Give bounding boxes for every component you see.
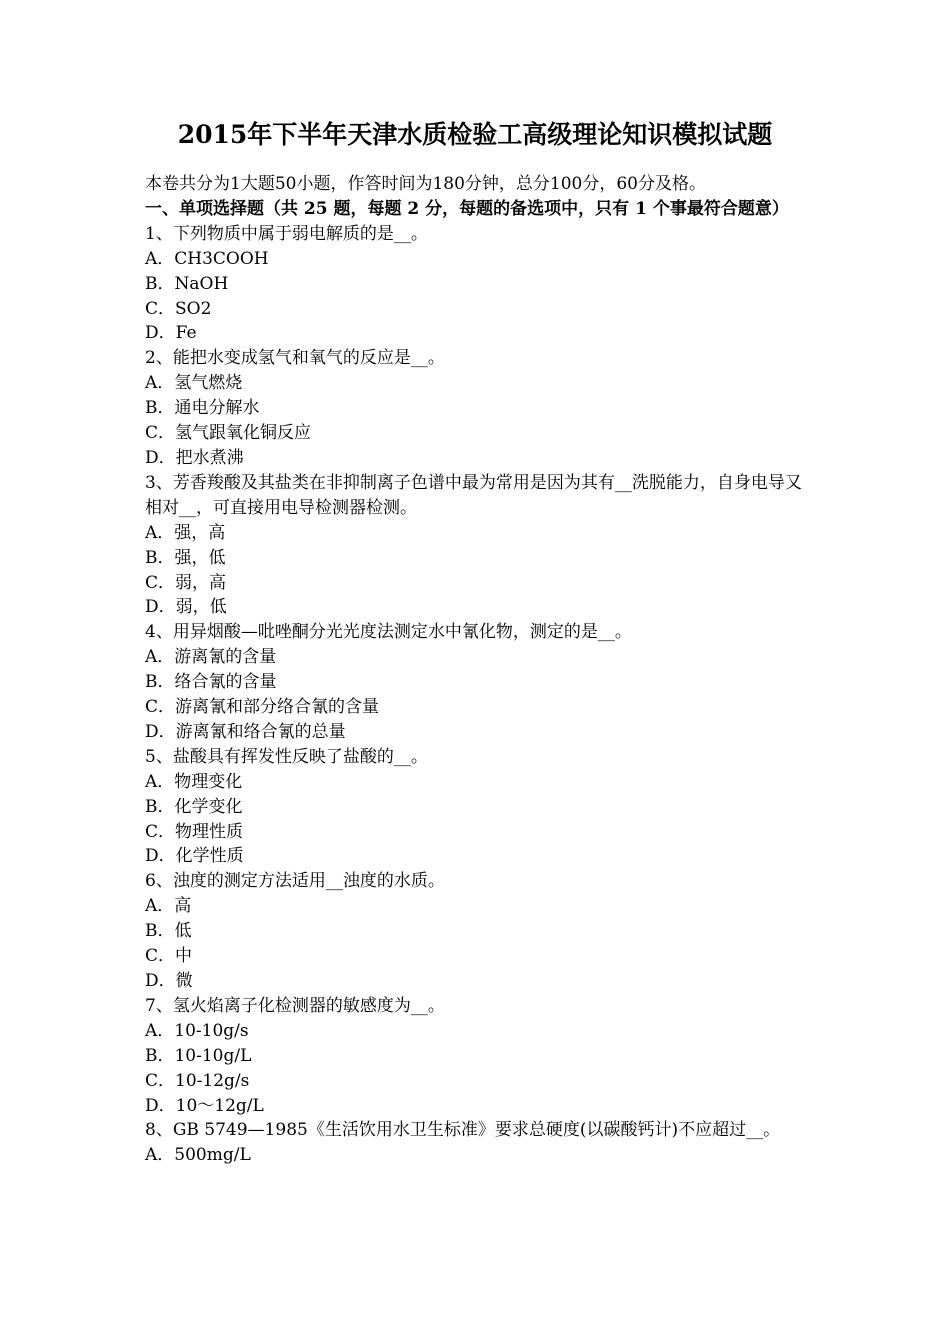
question-text: 5、盐酸具有挥发性反映了盐酸的__。: [145, 746, 428, 767]
question-block: [145, 471, 810, 620]
question-block: [145, 745, 810, 870]
question-block: [145, 222, 810, 347]
option-d: D．弱，低: [145, 597, 227, 618]
option-b: B．10-10g/L: [145, 1045, 252, 1066]
document-title: 2015年下半年天津水质检验工高级理论知识模拟试题: [177, 120, 773, 149]
question-text: 7、氢火焰离子化检测器的敏感度为__。: [145, 995, 445, 1016]
question-text: 2、能把水变成氢气和氧气的反应是__。: [145, 348, 445, 369]
option-b: B．通电分解水: [145, 398, 260, 419]
option-d: D．Fe: [145, 323, 197, 344]
option-c: C．氢气跟氧化铜反应: [145, 423, 312, 444]
option-c: C．10-12g/s: [145, 1070, 250, 1091]
option-c: C．SO2: [145, 298, 212, 319]
option-b: B．络合氰的含量: [145, 672, 277, 693]
question-block: [145, 1118, 810, 1168]
option-c: C．物理性质: [145, 821, 244, 842]
section-heading: 一、单项选择题（共 25 题，每题 2 分，每题的备选项中，只有 1 个事最符合题意）: [145, 198, 789, 219]
option-a: A．CH3COOH: [145, 248, 269, 269]
option-a: A．游离氰的含量: [145, 647, 277, 668]
question-block: [145, 994, 810, 1119]
option-c: C．中: [145, 946, 193, 967]
option-b: B．低: [145, 921, 192, 942]
question-block: [145, 620, 810, 745]
option-b: B．NaOH: [145, 273, 229, 294]
option-a: A．500mg/L: [145, 1145, 251, 1166]
question-text: 1、下列物质中属于弱电解质的是__。: [145, 223, 428, 244]
option-c: C．弱，高: [145, 572, 227, 593]
question-text: 6、浊度的测定方法适用__浊度的水质。: [145, 871, 445, 892]
option-b: B．化学变化: [145, 796, 243, 817]
option-a: A．10-10g/s: [145, 1020, 249, 1041]
question-text: 3、芳香羧酸及其盐类在非抑制离子色谱中最为常用是因为其有__洗脱能力，自身电导又相对__，可直接用电导检测器检测。: [145, 472, 802, 518]
option-c: C．游离氰和部分络合氰的含量: [145, 697, 380, 718]
question-text: 8、GB 5749—1985《生活饮用水卫生标准》要求总硬度(以碳酸钙计)不应超过__。: [145, 1120, 781, 1141]
option-a: A．强，高: [145, 522, 226, 543]
question-block: [145, 869, 810, 994]
option-a: A．高: [145, 896, 192, 917]
document-body: [145, 172, 810, 1168]
intro-text: 本卷共分为1大题50小题，作答时间为180分钟，总分100分，60分及格。: [145, 174, 706, 194]
option-d: D．游离氰和络合氰的总量: [145, 721, 346, 742]
option-d: D．10～12g/L: [145, 1095, 264, 1116]
option-d: D．化学性质: [145, 846, 244, 867]
question-text: 4、用异烟酸—吡唑酮分光光度法测定水中氰化物，测定的是__。: [145, 622, 632, 643]
option-a: A．物理变化: [145, 771, 243, 792]
option-a: A．氢气燃烧: [145, 373, 243, 394]
option-d: D．把水煮沸: [145, 447, 244, 468]
option-d: D．微: [145, 971, 193, 991]
option-b: B．强，低: [145, 547, 226, 568]
question-block: [145, 346, 810, 471]
